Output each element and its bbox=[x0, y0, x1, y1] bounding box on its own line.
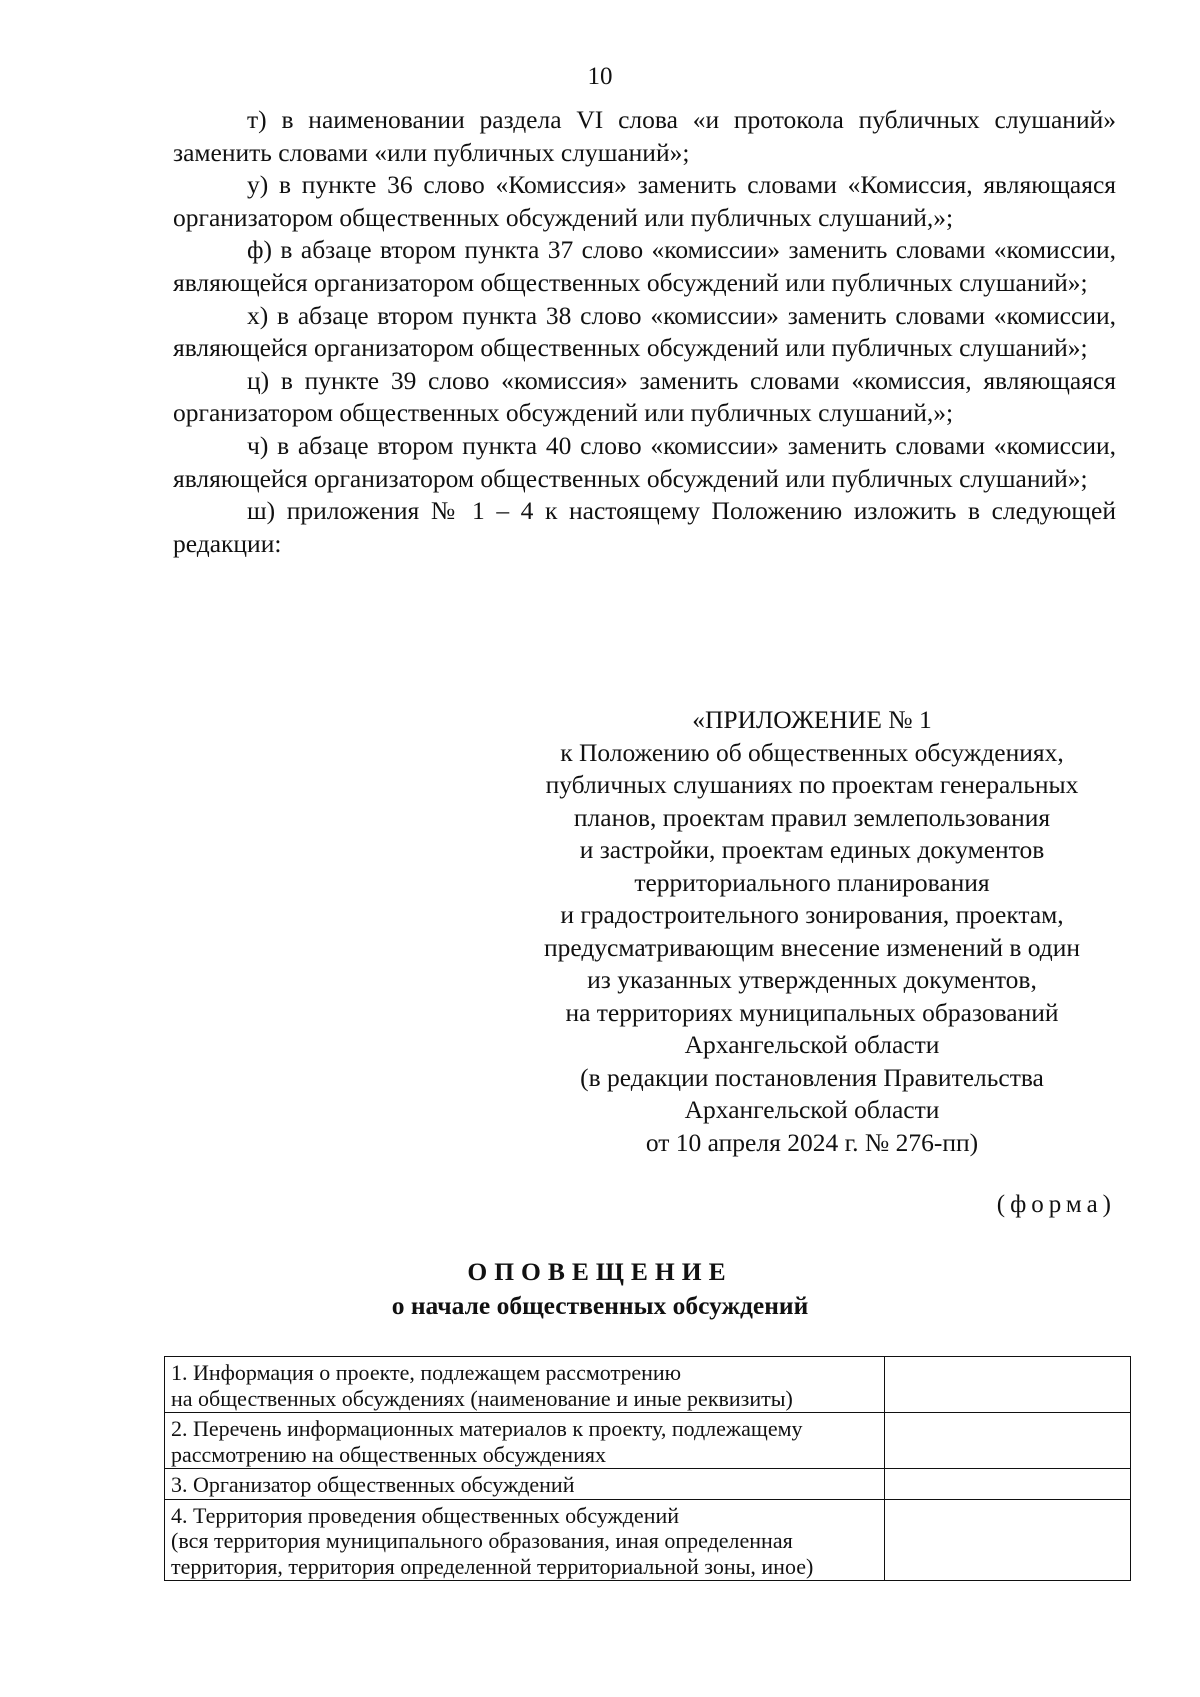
row-value-cell bbox=[884, 1499, 1130, 1581]
row-label-line: 1. Информация о проекте, подлежащем рассмотрению bbox=[171, 1360, 682, 1385]
row-label-line: 3. Организатор общественных обсуждений bbox=[171, 1472, 575, 1497]
row-label-line: 2. Перечень информационных материалов к проекту, подлежащему bbox=[171, 1416, 803, 1441]
appendix-line: из указанных утвержденных документов, bbox=[587, 965, 1037, 994]
paragraph-kh: х) в абзаце втором пункта 38 слово «комиссии» заменить словами «комиссии, являющейся организатором общественных обсуждений или публичных слушаний»; bbox=[173, 300, 1116, 363]
paragraph-f: ф) в абзаце втором пункта 37 слово «комиссии» заменить словами «комиссии, являющейся организатором общественных обсуждений или публичных слушаний»; bbox=[173, 235, 1116, 297]
page-number: 10 bbox=[587, 63, 613, 90]
notice-title: ОПОВЕЩЕНИЕ bbox=[467, 1257, 733, 1286]
row-value-cell bbox=[884, 1413, 1130, 1469]
appendix-line: и градостроительного зонирования, проектам, bbox=[560, 900, 1064, 929]
row-label-line: (вся территория муниципального образования, иная определенная bbox=[171, 1528, 793, 1553]
appendix-line: территориального планирования bbox=[634, 867, 990, 897]
row-label-cell bbox=[165, 1499, 885, 1581]
paragraph-u: у) в пункте 36 слово «Комиссия» заменить словами «Комиссия, являющаяся организатором общественных обсуждений или публичных слушаний,»; bbox=[173, 170, 1116, 232]
paragraph-sh: ш) приложения № 1 – 4 к настоящему Положению изложить в следующей редакции: bbox=[173, 496, 1116, 558]
paragraph-t: т) в наименовании раздела VI слова «и протокола публичных слушаний» заменить словами «или публичных слушаний»; bbox=[173, 105, 1116, 167]
appendix-line: от 10 апреля 2024 г. № 276-пп) bbox=[645, 1127, 979, 1157]
forma-label: (форма) bbox=[996, 1191, 1116, 1218]
appendix-line: на территориях муниципальных образований bbox=[565, 997, 1059, 1027]
appendix-line: и застройки, проектам единых документов bbox=[579, 835, 1045, 864]
appendix-line: «ПРИЛОЖЕНИЕ № 1 bbox=[692, 705, 932, 734]
appendix-line: планов, проектам правил землепользования bbox=[573, 802, 1051, 832]
appendix-line: публичных слушаниях по проектам генеральных bbox=[545, 770, 1079, 799]
appendix-line: Архангельской области bbox=[684, 1095, 940, 1124]
notice-subtitle: о начале общественных обсуждений bbox=[391, 1291, 809, 1320]
row-label-cell bbox=[165, 1413, 885, 1469]
paragraph-ts: ц) в пункте 39 слово «комиссия» заменить словами «комиссия, являющаяся организатором общественных обсуждений или публичных слушаний,»; bbox=[173, 365, 1116, 428]
row-label-line: на общественных обсуждениях (наименование и иные реквизиты) bbox=[171, 1385, 793, 1411]
table-row bbox=[165, 1357, 1131, 1413]
table-row bbox=[165, 1499, 1131, 1581]
table-row bbox=[165, 1469, 1131, 1500]
appendix-header bbox=[492, 704, 1132, 1159]
appendix-line: (в редакции постановления Правительства bbox=[580, 1062, 1044, 1092]
row-label-cell bbox=[165, 1357, 885, 1413]
row-label-cell bbox=[165, 1469, 885, 1500]
appendix-line: Архангельской области bbox=[684, 1030, 940, 1059]
row-value-cell bbox=[884, 1357, 1130, 1413]
table-row bbox=[165, 1413, 1131, 1469]
row-value-cell bbox=[884, 1469, 1130, 1500]
row-label-line: рассмотрению на общественных обсуждениях bbox=[171, 1441, 606, 1467]
notice-table bbox=[164, 1356, 1131, 1581]
appendix-line: к Положению об общественных обсуждениях, bbox=[560, 737, 1064, 767]
body-text bbox=[173, 104, 1116, 560]
row-label-line: 4. Территория проведения общественных обсуждений bbox=[171, 1502, 680, 1528]
notice-heading bbox=[0, 1255, 1200, 1323]
row-label-line: территория, территория определенной территориальной зоны, иное) bbox=[171, 1553, 814, 1579]
appendix-line: предусматривающим внесение изменений в один bbox=[543, 932, 1081, 962]
paragraph-ch: ч) в абзаце втором пункта 40 слово «комиссии» заменить словами «комиссии, являющейся организатором общественных обсуждений или публичных слушаний»; bbox=[173, 430, 1116, 493]
